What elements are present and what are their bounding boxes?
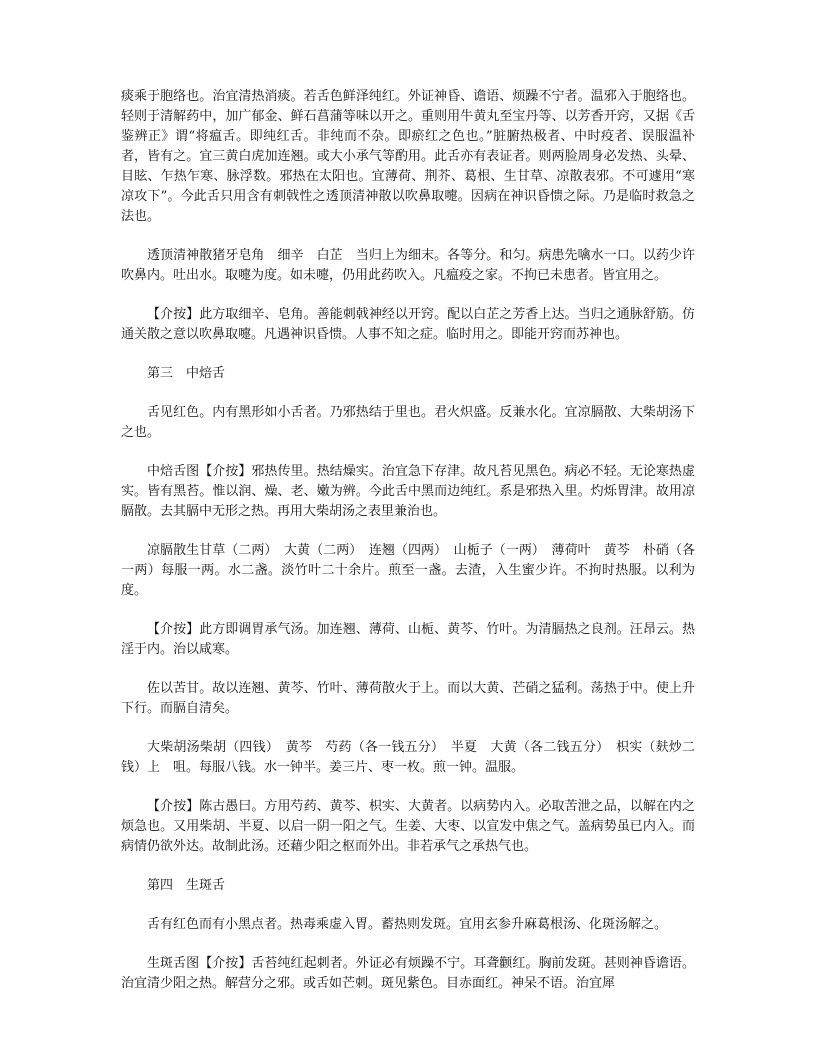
paragraph-figure-note: 中焙舌图【介按】邪热传里。热结燥实。治宜急下存津。故凡苔见黑色。病必不轻。无论寒热虚实。皆有黑苔。惟以润、燥、老、嫩为辨。今此舌中黑而边纯红。系是邪热入里。灼烁胃津。故用凉膈散。去其膈中无形之热。再用大柴胡汤之表里兼治也。 [121, 464, 695, 519]
paragraph-formula-liangge: 凉膈散生甘草（二两） 大黄（二两） 连翘（四两） 山栀子（一两） 薄荷叶 黄芩 朴硝（各一两）每服一两。水二盏。淡竹叶二十余片。煎至一盏。去渣，入生蜜少许。不拘时热服。以利为度。 [121, 543, 695, 598]
paragraph-note: 【介按】陈古愚曰。方用芍药、黄芩、枳实、大黄者。以病势内入。必取苦泄之品，以解在内之烦急也。又用柴胡、半夏、以启一阴一阳之气。生姜、大枣、以宣发中焦之气。盖病势虽已内入。而病情仍欲外达。故制此汤。还藉少阳之枢而外出。非若承气之承热气也。 [121, 799, 695, 854]
paragraph-section-3-intro: 舌见红色。内有黑形如小舌者。乃邪热结于里也。君火炽盛。反兼水化。宜凉膈散、大柴胡汤下之也。 [121, 405, 695, 440]
document-body [121, 87, 695, 1013]
paragraph-formula-dachaihu: 大柴胡汤柴胡（四钱） 黄芩 芍药（各一钱五分） 半夏 大黄（各二钱五分） 枳实（麸炒二钱）上 咀。每服八钱。水一钟半。姜三片、枣一枚。煎一钟。温服。 [121, 740, 695, 775]
section-heading-4: 第四 生斑舌 [147, 878, 226, 893]
paragraph-note: 【介按】此方即调胃承气汤。加连翘、薄荷、山栀、黄芩、竹叶。为清膈热之良剂。汪昂云。热淫于内。治以咸寒。 [121, 622, 695, 657]
section-heading-3: 第三 中焙舌 [147, 366, 226, 381]
paragraph-figure-note: 生斑舌图【介按】舌苔纯红起刺者。外证必有烦躁不宁。耳聋颧红。胸前发斑。甚则神昏谵语。治宜清少阳之热。解营分之邪。或舌如芒刺。斑见紫色。目赤面红。神呆不语。治宜犀 [121, 956, 695, 991]
paragraph-note-continued: 佐以苦甘。故以连翘、黄芩、竹叶、薄荷散火于上。而以大黄、芒硝之猛利。荡热于中。使上升下行。而膈自清矣。 [121, 681, 695, 716]
paragraph-formula-toudingqingshen: 透顶清神散猪牙皂角 细辛 白芷 当归上为细末。各等分。和匀。病患先噙水一口。以药少许吹鼻内。吐出水。取嚏为度。如未嚏，仍用此药吹入。凡瘟疫之家。不拘已未患者。皆宜用之。 [121, 248, 695, 283]
paragraph-note: 【介按】此方取细辛、皂角。善能刺戟神经以开窍。配以白芷之芳香上达。当归之通脉舒筋。仿通关散之意以吹鼻取嚏。凡遇神识昏愦。人事不知之症。临时用之。即能开窍而苏神也。 [121, 307, 695, 342]
paragraph-continued: 痰乘于胞络也。治宜清热消痰。若舌色鲜泽纯红。外证神昏、谵语、烦躁不宁者。温邪入于胞络也。轻则于清解药中，加广郁金、鲜石菖蒲等味以开之。重则用牛黄丸至宝丹等、以芳香开窍，又据《舌鉴辨正》谓“将瘟舌。即纯红舌。非纯而不杂。即瘀红之色也。”脏腑热极者、中时疫者、误服温补者，皆有之。宜三黄白虎加连翘。或大小承气等酌用。此舌亦有表证者。则两脸周身必发热、头晕、目眩、乍热乍寒、脉浮数。邪热在太阳也。宜薄荷、荆芥、葛根、生甘草、凉散表邪。不可遽用“寒凉攻下”。今此舌只用含有刺戟性之透顶清神散以吹鼻取嚏。因病在神识昏愦之际。乃是临时救急之法也。 [121, 89, 695, 224]
paragraph-section-4-intro: 舌有红色而有小黑点者。热毒乘虚入胃。蓄热则发斑。宜用玄参升麻葛根汤、化斑汤解之。 [147, 917, 668, 932]
